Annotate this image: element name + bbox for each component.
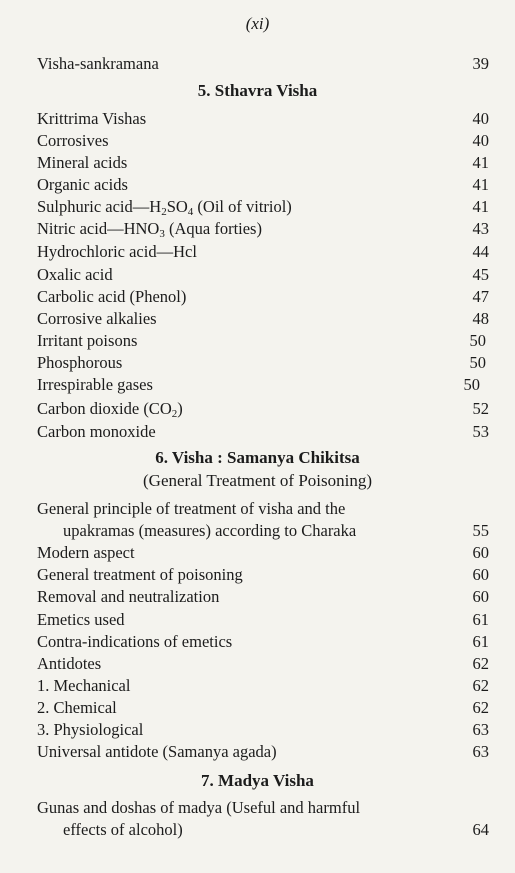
entry-page-number: 60 [472, 565, 489, 584]
page-number: (xi) [245, 14, 270, 33]
entry-page-number: 52 [472, 399, 489, 418]
entry-title: Sulphuric $acid—H_2SO_4$ (Oil of vitriol) [37, 197, 292, 218]
entry-page-number: 39 [472, 54, 489, 73]
entry-page-number: 41 [472, 197, 489, 216]
entry-title: Carbon monoxide [37, 422, 156, 441]
entry-title: Gunas and doshas of madya (Useful and harmful [37, 798, 361, 817]
entry-page-number: 50 [469, 353, 486, 372]
entry-title: 1. Mechanical [37, 676, 131, 695]
entry-page-number: 53 [472, 422, 489, 441]
entry-title: Oxalic acid [37, 265, 113, 284]
entry-title: upakramas (measures) according to Charaka [63, 521, 357, 540]
entry-page-number: 48 [472, 309, 489, 328]
section-subtitle: (General Treatment of Poisoning) [143, 471, 372, 490]
entry-title: Hydrochloric acid—Hcl [37, 242, 197, 261]
entry-page-number: 62 [472, 698, 489, 717]
entry-page-number: 40 [472, 109, 489, 128]
entry-title: Corrosive alkalies [37, 309, 157, 328]
entry-page-number: 40 [472, 131, 489, 150]
entry-page-number: 41 [472, 175, 489, 194]
entry-page-number: 47 [472, 287, 489, 306]
entry-page-number: 63 [472, 742, 489, 761]
entry-title: Modern aspect [37, 543, 135, 562]
entry-page-number: 41 [472, 153, 489, 172]
entry-page-number: 60 [472, 587, 489, 606]
entry-page-number: 62 [472, 654, 489, 673]
entry-title: Mineral acids [37, 153, 128, 172]
entry-title: Visha-sankramana [37, 54, 159, 73]
entry-page-number: 61 [472, 610, 489, 629]
entry-title: General treatment of poisoning [37, 565, 243, 584]
entry-page-number: 50 [463, 375, 480, 394]
entry-title: 2. Chemical [37, 698, 117, 717]
entry-title: Carbolic acid (Phenol) [37, 287, 187, 306]
entry-title: effects of alcohol) [63, 820, 183, 839]
entry-title: Universal antidote (Samanya agada) [37, 742, 277, 761]
entry-page-number: 61 [472, 632, 489, 651]
entry-title: Phosphorous [37, 353, 123, 372]
entry-title: Contra-indications of emetics [37, 632, 233, 651]
entry-title: Carbon dioxide $(CO_2)$ [37, 399, 183, 420]
entry-page-number: 64 [472, 820, 489, 839]
section-heading: 7. Madya Visha [201, 771, 314, 790]
entry-page-number: 55 [472, 521, 489, 540]
entry-title: Organic acids [37, 175, 128, 194]
section-heading: 5. Sthavra Visha [197, 81, 318, 100]
entry-page-number: 43 [472, 219, 489, 238]
entry-page-number: 44 [472, 242, 489, 261]
entry-title: General principle of treatment of visha and the [37, 499, 346, 518]
entry-title: Emetics used [37, 610, 125, 629]
entry-title: Krittrima Vishas [37, 109, 147, 128]
entry-title: Antidotes [37, 654, 102, 673]
entry-title: 3. Physiological [37, 720, 144, 739]
entry-title: Nitric $acid—HNO_3$ (Aqua forties) [37, 219, 262, 240]
entry-page-number: 63 [472, 720, 489, 739]
entry-page-number: 50 [469, 331, 486, 350]
entry-title: Irritant poisons [37, 331, 138, 350]
entry-title: Corrosives [37, 131, 109, 150]
entry-page-number: 60 [472, 543, 489, 562]
entry-title: Irrespirable gases [37, 375, 153, 394]
entry-page-number: 45 [472, 265, 489, 284]
entry-title: Removal and neutralization [37, 587, 220, 606]
entry-page-number: 62 [472, 676, 489, 695]
section-heading: 6. Visha : Samanya Chikitsa [155, 448, 360, 467]
